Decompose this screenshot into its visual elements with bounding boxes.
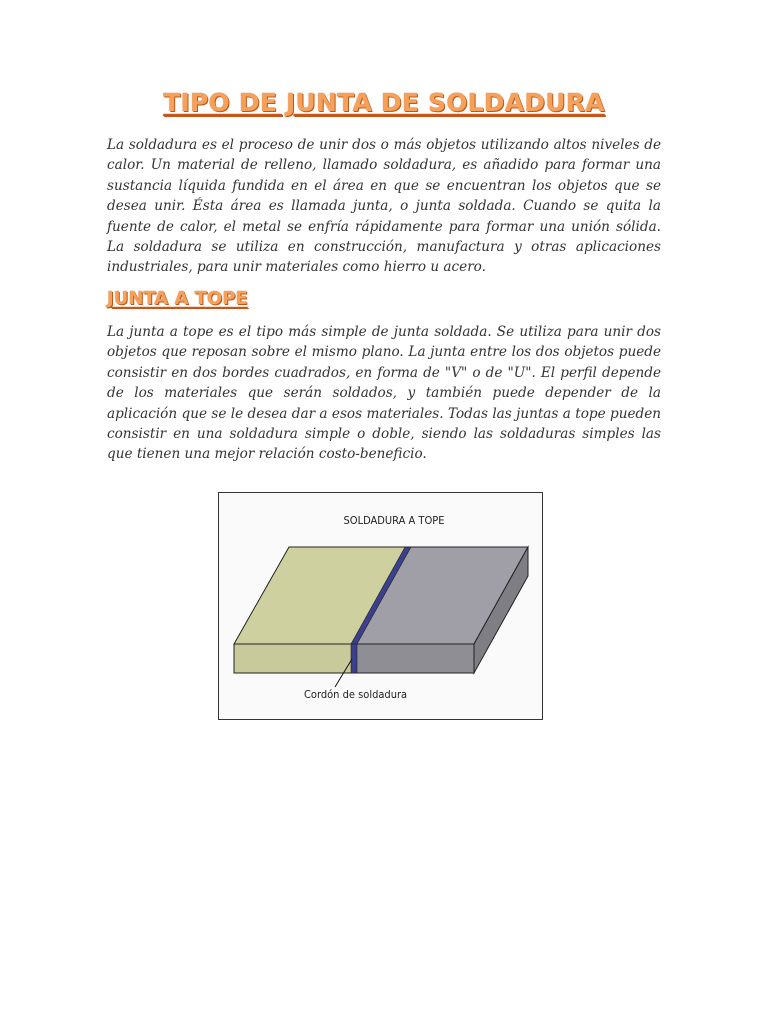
butt-weld-figure <box>218 492 543 720</box>
page-title: TIPO DE JUNTA DE SOLDADURA <box>163 88 605 117</box>
figure-heading: SOLDADURA A TOPE <box>343 514 445 527</box>
weld-callout-label: Cordón de soldadura <box>304 688 408 701</box>
right-plate-front <box>355 644 474 673</box>
section-title: JUNTA A TOPE <box>107 288 248 309</box>
butt-weld-diagram <box>219 493 544 721</box>
intro-paragraph: La soldadura es el proceso de unir dos o más objetos utilizando altos niveles de calor. Un material de relleno, llamado soldadura, es añadido para formar una sustancia líquida fundida en el área en que se encuentran los objetos que se desea unir. Ésta área es llamada junta, o junta soldada. Cuando se quita la fuente de calor, el metal se enfría rápidamente para formar una unión sólida. La soldadura se utiliza en construcción, manufactura y otras aplicaciones industriales, para unir materiales como hierro u acero. <box>107 137 661 276</box>
weld-bead-front <box>351 644 357 673</box>
left-plate-front <box>234 644 355 673</box>
section-paragraph: La junta a tope es el tipo más simple de junta soldada. Se utiliza para unir dos objetos que reposan sobre el mismo plano. La junta entre los dos objetos puede consistir en dos bordes cuadrados, en forma de "V" o de "U". El perfil depende de los materiales que serán soldados, y también puede depender de la aplicación que se le desea dar a esos materiales. Todas las juntas a tope pueden consistir en una soldadura simple o doble, siendo las soldaduras simples las que tienen una mejor relación costo-beneficio. <box>107 324 661 463</box>
